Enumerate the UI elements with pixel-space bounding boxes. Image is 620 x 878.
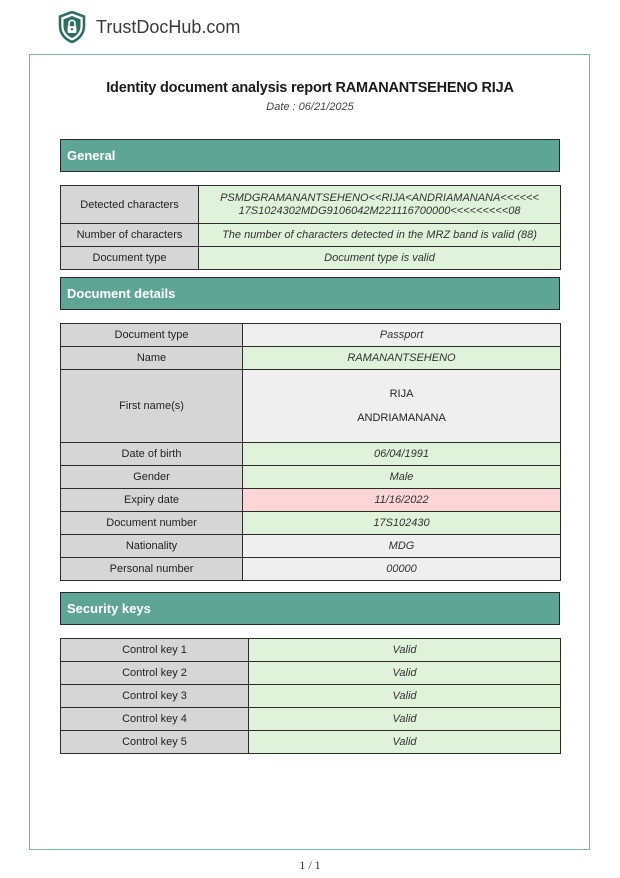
row-label: Name (61, 347, 243, 370)
row-label: Control key 4 (61, 708, 249, 731)
row-label: Personal number (61, 558, 243, 581)
row-label: Document type (61, 324, 243, 347)
general-table (60, 185, 561, 270)
section-security-heading: Security keys (60, 592, 560, 625)
row-value: Valid (249, 685, 561, 708)
table-row (61, 535, 561, 558)
row-label: Number of characters (61, 224, 199, 247)
first-names-value (243, 370, 561, 443)
table-row (61, 347, 561, 370)
row-value: Valid (249, 708, 561, 731)
row-label: Date of birth (61, 443, 243, 466)
table-row (61, 443, 561, 466)
report-title: Identity document analysis report RAMANANTSEHENO RIJA (106, 80, 514, 96)
table-row (61, 708, 561, 731)
table-row (61, 731, 561, 754)
row-value: 17S102430 (243, 512, 561, 535)
row-label: First name(s) (61, 370, 243, 443)
table-row (61, 370, 561, 443)
row-label: Nationality (61, 535, 243, 558)
security-table (60, 638, 561, 754)
shield-lock-icon (58, 11, 86, 43)
row-value: Valid (249, 639, 561, 662)
table-row (61, 489, 561, 512)
row-value: MDG (243, 535, 561, 558)
table-row (61, 639, 561, 662)
row-label: Detected characters (61, 186, 199, 224)
table-row (61, 466, 561, 489)
report-date: Date : 06/21/2025 (266, 101, 354, 113)
row-label: Gender (61, 466, 243, 489)
row-label: Control key 2 (61, 662, 249, 685)
row-value: 06/04/1991 (243, 443, 561, 466)
brand (58, 10, 240, 44)
row-value: RAMANANTSEHENO (243, 347, 561, 370)
page-number: 1 / 1 (299, 858, 321, 872)
row-value: The number of characters detected in the MRZ band is valid (88) (199, 224, 561, 247)
details-table (60, 323, 561, 581)
brand-name[interactable]: TrustDocHub.com (96, 16, 241, 37)
row-label: Control key 1 (61, 639, 249, 662)
section-details-heading: Document details (60, 277, 560, 310)
row-label: Control key 3 (61, 685, 249, 708)
mrz-line-1: PSMDGRAMANANTSEHENO<<RIJA<ANDRIAMANANA<<<<<< (220, 191, 539, 204)
row-value: Passport (243, 324, 561, 347)
table-row (61, 224, 561, 247)
first-name-1: RIJA (389, 388, 414, 400)
row-label: Document number (61, 512, 243, 535)
row-value: 11/16/2022 (243, 489, 561, 512)
row-value: Valid (249, 731, 561, 754)
table-row (61, 662, 561, 685)
row-value: Male (243, 466, 561, 489)
table-row (61, 512, 561, 535)
first-name-2: ANDRIAMANANA (357, 412, 446, 424)
table-row (61, 324, 561, 347)
mrz-line-2: 17S1024302MDG9106042M221116700000<<<<<<<<<08 (238, 204, 521, 217)
table-row (61, 685, 561, 708)
row-value: Valid (249, 662, 561, 685)
table-row (61, 186, 561, 224)
row-label: Expiry date (61, 489, 243, 512)
row-value: 00000 (243, 558, 561, 581)
row-value: Document type is valid (199, 247, 561, 270)
row-label: Control key 5 (61, 731, 249, 754)
table-row (61, 558, 561, 581)
table-row (61, 247, 561, 270)
section-general-heading: General (60, 139, 560, 172)
row-label: Document type (61, 247, 199, 270)
mrz-value (199, 186, 561, 224)
